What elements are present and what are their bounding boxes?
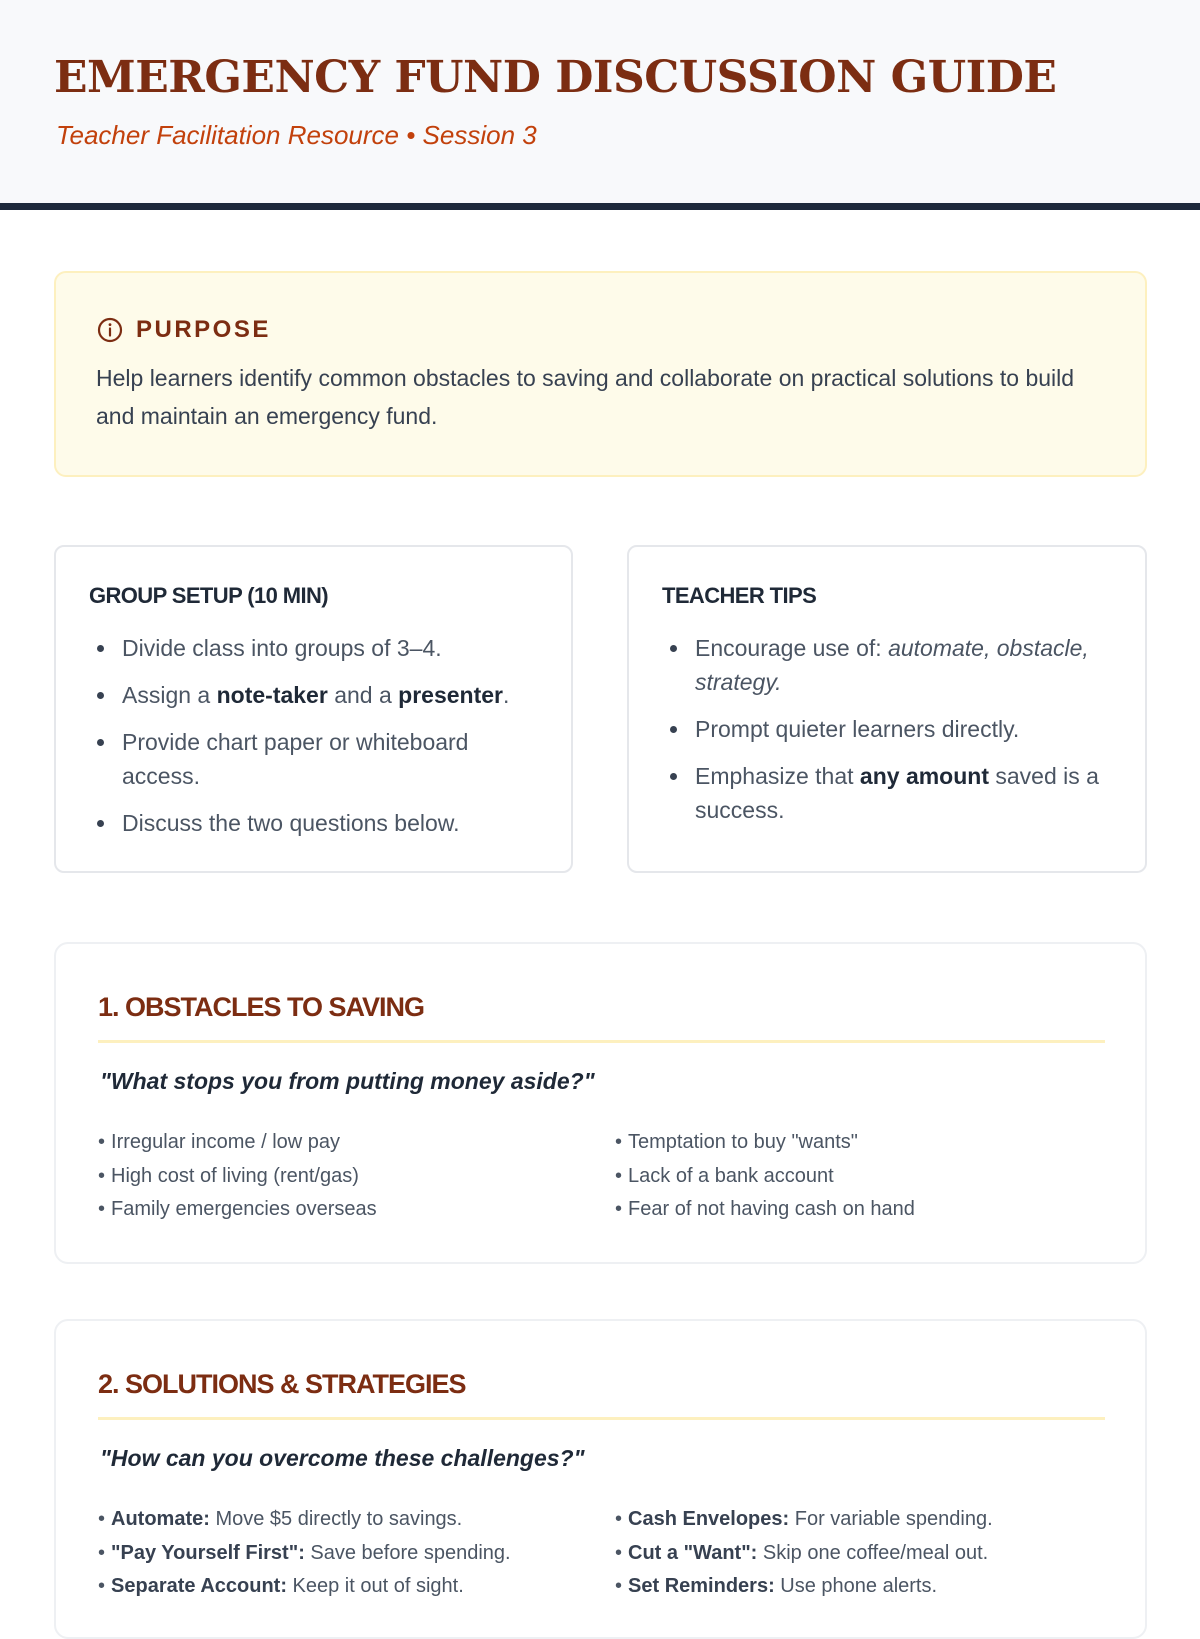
group-setup-list xyxy=(89,631,539,853)
teacher-tips-card xyxy=(627,545,1147,873)
list-item: • Cut a "Want": Skip one coffee/meal out. xyxy=(615,1541,989,1564)
teacher-tips-title: TEACHER TIPS xyxy=(662,583,817,608)
obstacles-list-right xyxy=(615,1126,1115,1227)
discussion-question: "What stops you from putting money aside?" xyxy=(100,1068,595,1094)
section-title: 2. SOLUTIONS & STRATEGIES xyxy=(98,1369,466,1399)
obstacles-list-left xyxy=(98,1126,598,1227)
section-divider xyxy=(98,1417,1105,1420)
purpose-text: Help learners identify common obstacles to saving and collaborate on practical solutions to build and maintain an emergency fund. xyxy=(96,365,1075,429)
group-setup-card xyxy=(54,545,573,873)
list-item: • "Pay Yourself First": Save before spending. xyxy=(98,1541,511,1564)
discussion-question: "How can you overcome these challenges?" xyxy=(100,1445,585,1471)
purpose-label: PURPOSE xyxy=(136,316,271,343)
list-item: Encourage use of: automate, obstacle, strategy. xyxy=(662,631,1112,699)
list-item: • Cash Envelopes: For variable spending. xyxy=(615,1508,993,1530)
list-item: Emphasize that any amount saved is a success. xyxy=(662,759,1112,827)
list-item: • Lack of a bank account xyxy=(615,1164,834,1187)
purpose-callout xyxy=(54,271,1147,477)
page-header xyxy=(0,0,1200,210)
list-item: • Fear of not having cash on hand xyxy=(615,1198,915,1220)
list-item: • Separate Account: Keep it out of sight. xyxy=(98,1575,464,1597)
section-divider xyxy=(98,1040,1105,1043)
purpose-heading xyxy=(96,315,271,345)
solutions-list-left xyxy=(98,1503,598,1604)
list-item: • Automate: Move $5 directly to savings. xyxy=(98,1508,463,1530)
page-subtitle: Teacher Facilitation Resource • Session 3 xyxy=(56,120,537,150)
list-item: • Family emergencies overseas xyxy=(98,1198,377,1220)
list-item: • Irregular income / low pay xyxy=(98,1131,340,1153)
list-item: • High cost of living (rent/gas) xyxy=(98,1164,359,1187)
list-item: Prompt quieter learners directly. xyxy=(662,712,1112,746)
teacher-tips-list xyxy=(662,631,1112,840)
info-circle-icon xyxy=(96,316,124,344)
obstacles-section xyxy=(54,942,1147,1264)
list-item: Divide class into groups of 3–4. xyxy=(89,631,539,665)
section-title: 1. OBSTACLES TO SAVING xyxy=(98,992,425,1022)
list-item: • Temptation to buy "wants" xyxy=(615,1131,858,1153)
page-title: EMERGENCY FUND DISCUSSION GUIDE xyxy=(54,52,1057,103)
group-setup-title: GROUP SETUP (10 MIN) xyxy=(89,583,329,608)
list-item: • Set Reminders: Use phone alerts. xyxy=(615,1575,938,1597)
list-item: Provide chart paper or whiteboard access. xyxy=(89,725,539,793)
solutions-section xyxy=(54,1319,1147,1639)
list-item: Discuss the two questions below. xyxy=(89,806,539,840)
solutions-list-right xyxy=(615,1503,1115,1604)
list-item: Assign a note-taker and a presenter. xyxy=(89,678,539,712)
